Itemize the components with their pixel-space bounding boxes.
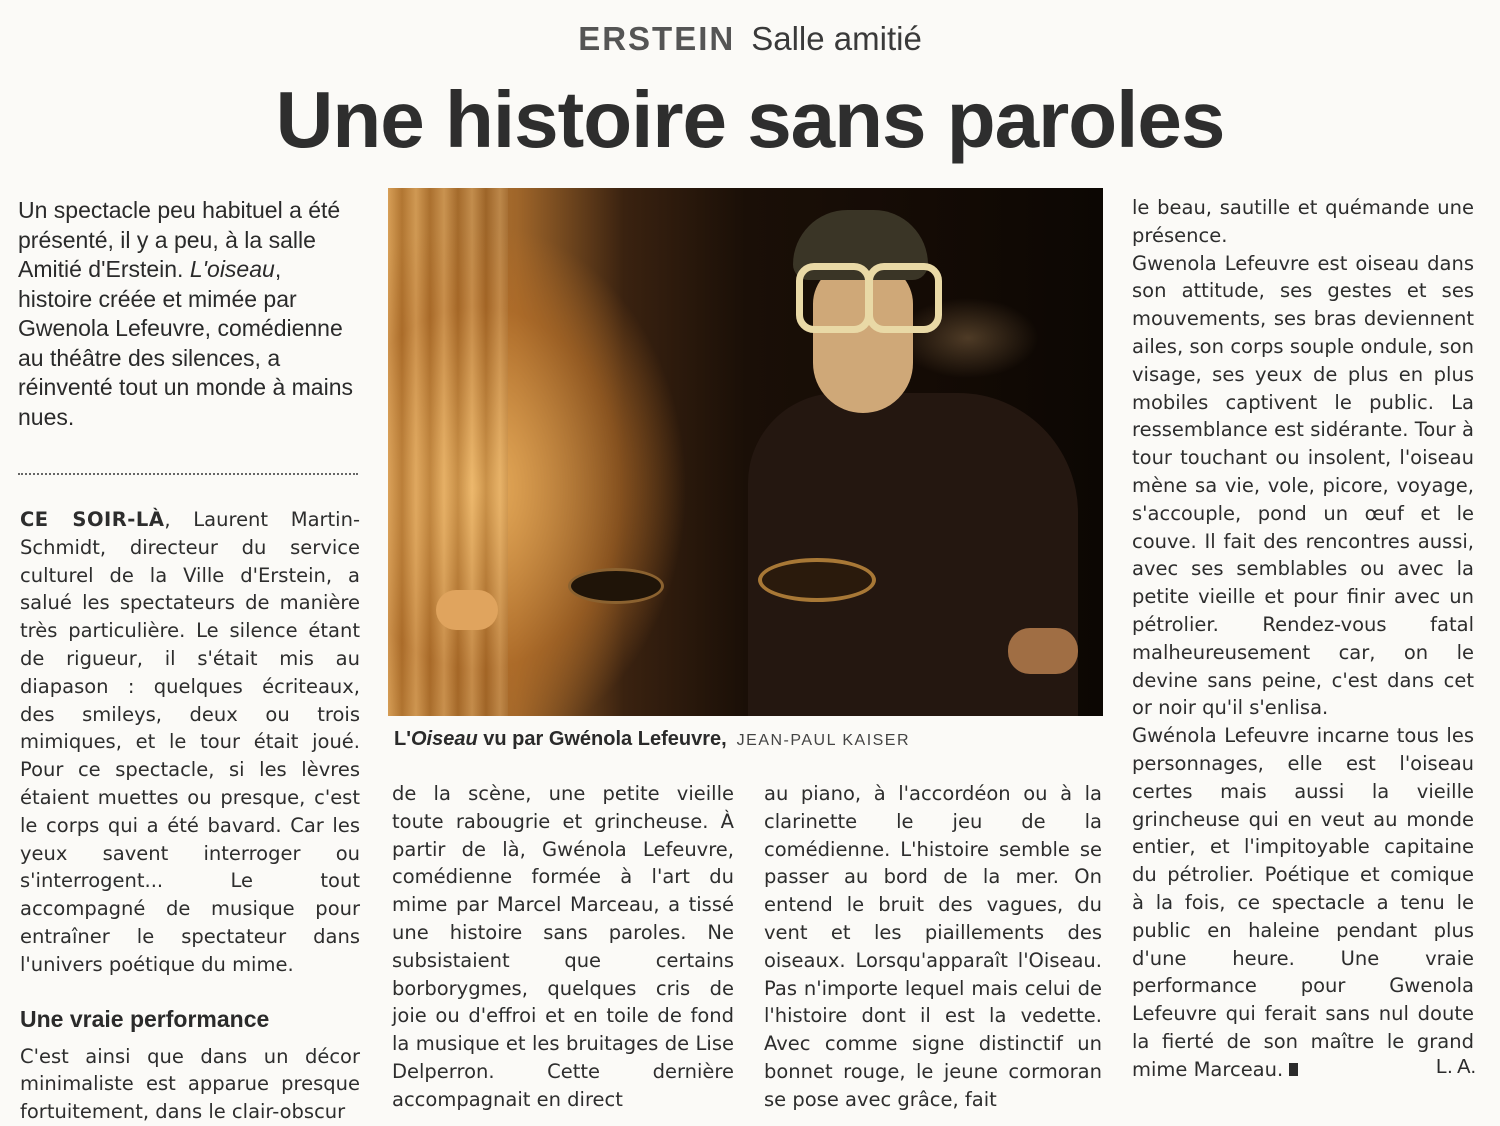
- end-mark: [1289, 1063, 1298, 1076]
- dotted-divider: [18, 473, 358, 475]
- subhead: Une vraie performance: [20, 1005, 270, 1032]
- drum-shape: [758, 558, 876, 602]
- hand-left-shape: [436, 590, 498, 630]
- column-3-text: au piano, à l'accordéon ou à la clarinette le jeu de la comédienne. L'histoire semble se passer au bord de la mer. On entend le bruit des vagues, du vent et les piaillements des oiseaux. Lorsqu'apparaît l'Oiseau. Pas n'importe lequel mais celui de l'histoire dont il est la vedette. Avec comme signe distinctif un bonnet rouge, le jeune cormoran se pose avec grâce, fait: [764, 782, 1102, 1111]
- column-4: [1132, 194, 1474, 1084]
- column-1-paragraph-2: C'est ainsi que dans un décor minimaliste est apparue presque fortuitement, dans le clair-obscur: [20, 1044, 360, 1124]
- caption-rest: vu par Gwénola Lefeuvre,: [477, 728, 727, 750]
- column-4-paragraph-3: [1132, 722, 1474, 1083]
- column-2-text: de la scène, une petite vieille toute rabougrie et grincheuse. À partir de là, Gwénola Lefeuvre, comédienne formée à l'art du mime par Marcel Marceau, a tissé une histoire sans paroles. Ne subsistaient que certains borborygmes, quelques cris de joie ou d'effroi et en toile de fond la musique et les bruitages de Lise Delperron. Cette dernière accompagnait en direct: [392, 782, 734, 1111]
- drum-small-shape: [568, 568, 664, 604]
- glasses-right-shape: [866, 263, 942, 333]
- hand-right-shape: [1008, 628, 1078, 674]
- intro-text-end: , histoire créée et mimée par Gwenola Lefeuvre, comédienne au théâtre des silences, a réinventé tout un monde à mains nues.: [18, 256, 353, 430]
- venue-label: Salle amitié: [751, 20, 922, 57]
- intro-text-start: Un spectacle peu habituel a été présenté, il y a peu, à la salle Amitié d'Erstein.: [18, 197, 341, 282]
- glasses-left-shape: [796, 263, 872, 333]
- column-4-paragraph-2: Gwenola Lefeuvre est oiseau dans son attitude, ses gestes et ses mouvements, ses bras deviennent ailes, son corps souple ondule, son visage, ses yeux de plus en plus mobiles captivent le public. La ressemblance est sidérante. Tour à tour touchant ou insolent, l'oiseau mène sa vie, vole, picore, voyage, s'accouple, pond un œuf et le couve. Il fait des rencontres aussi, avec ses semblables ou avec la petite vieille et pour finir avec un pétrolier. Rendez-vous fatal malheureusement car, on le devine sans peine, c'est dans cet or noir qu'il s'enlisa.: [1132, 251, 1474, 720]
- column-1: [20, 506, 360, 1126]
- column-4-text: Gwénola Lefeuvre incarne tous les personnages, elle est l'oiseau certes mais aussi la vieille grincheuse qui en veut au monde entier, et l'impitoyable capitaine du pétrolier. Poétique et comique à la fois, ce spectacle a tenu le public en haleine pendant plus d'une heure. Une vraie performance pour Gwenola Lefeuvre qui ferait sans nul doute la fierté de son maître le grand mime Marceau.: [1132, 724, 1474, 1081]
- column-1-text: , Laurent Martin-Schmidt, directeur du service culturel de la Ville d'Erstein, a salué les spectateurs de manière très particulière. Le silence étant de rigueur, il s'était mis au diapason : quelques écriteaux, des smileys, deux ou trois mimiques, et le tour était joué. Pour ce spectacle, si les lèvres étaient muettes ou presque, c'est le corps qui a été bavard. Car les yeux savent interroger ou s'interrogent... Le tout accompagné de musique pour entraîner le spectateur dans l'univers poétique du mime.: [20, 508, 360, 976]
- author-signature: L. A.: [1435, 1056, 1476, 1078]
- column-1-paragraph: [20, 506, 360, 979]
- caption-title: [394, 728, 727, 750]
- curtain-shape: [388, 188, 508, 716]
- intro-paragraph: [18, 196, 358, 432]
- article-headline: Une histoire sans paroles: [275, 75, 1225, 164]
- town-label: ERSTEIN: [578, 20, 736, 57]
- section-kicker: [0, 18, 1500, 60]
- caption-prefix: L': [394, 728, 411, 750]
- photo-credit: JEAN-PAUL KAISER: [736, 732, 911, 749]
- lead-in: CE SOIR-LÀ: [20, 508, 165, 531]
- article-photo: [388, 188, 1103, 716]
- column-3: [764, 780, 1102, 1114]
- intro-work-title: L'oiseau: [189, 256, 275, 282]
- caption-italic: Oiseau: [410, 728, 478, 750]
- column-4-paragraph-1: le beau, sautille et quémande une présence.: [1132, 196, 1474, 247]
- column-2: [392, 780, 734, 1114]
- photo-caption: [394, 726, 1094, 754]
